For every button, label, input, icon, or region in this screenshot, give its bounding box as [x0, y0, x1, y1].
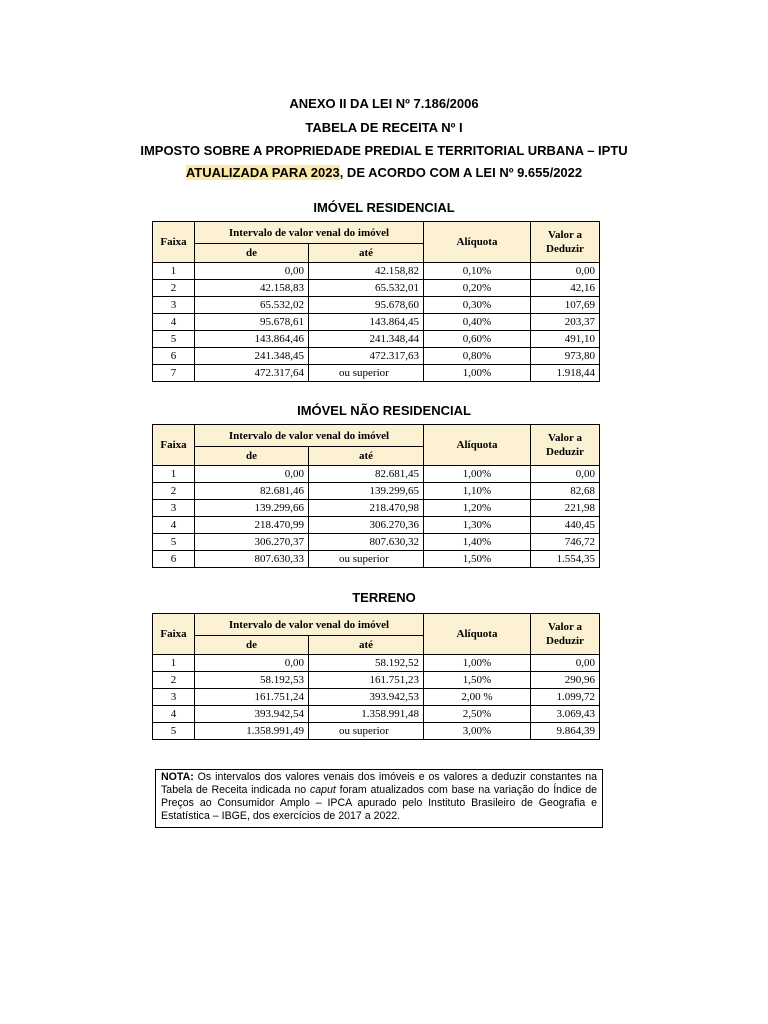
cell-ate: 95.678,60	[309, 297, 424, 314]
cell-ate: 218.470,98	[309, 500, 424, 517]
cell-aliquota: 1,00%	[424, 655, 531, 672]
table-residencial	[152, 221, 600, 382]
cell-aliquota: 0,60%	[424, 331, 531, 348]
cell-faixa: 3	[153, 689, 195, 706]
table-row	[153, 655, 600, 672]
cell-aliquota: 1,50%	[424, 551, 531, 568]
cell-de: 0,00	[195, 466, 309, 483]
table-terreno	[152, 613, 600, 740]
cell-aliquota: 2,00 %	[424, 689, 531, 706]
cell-de: 58.192,53	[195, 672, 309, 689]
cell-de: 82.681,46	[195, 483, 309, 500]
cell-deduzir: 746,72	[531, 534, 600, 551]
cell-deduzir: 42,16	[531, 280, 600, 297]
cell-deduzir: 107,69	[531, 297, 600, 314]
section-title-terreno: TERRENO	[352, 590, 416, 605]
cell-ate: ou superior	[309, 365, 424, 382]
cell-de: 1.358.991,49	[195, 723, 309, 740]
cell-de: 393.942,54	[195, 706, 309, 723]
cell-de: 472.317,64	[195, 365, 309, 382]
cell-ate: 65.532,01	[309, 280, 424, 297]
col-header-valor-deduzir	[531, 425, 600, 466]
table-row	[153, 297, 600, 314]
cell-faixa: 4	[153, 517, 195, 534]
tax-title: IMPOSTO SOBRE A PROPRIEDADE PREDIAL E TERRITORIAL URBANA – IPTU	[140, 143, 628, 158]
col-header-aliquota: Alíquota	[424, 425, 531, 466]
col-header-aliquota: Alíquota	[424, 222, 531, 263]
col-header-ate: até	[309, 244, 424, 263]
cell-faixa: 6	[153, 348, 195, 365]
cell-ate: 42.158,82	[309, 263, 424, 280]
table-row	[153, 263, 600, 280]
table-row	[153, 483, 600, 500]
update-highlight: ATUALIZADA PARA 2023	[185, 165, 340, 180]
cell-aliquota: 1,20%	[424, 500, 531, 517]
col-header-valor-deduzir	[531, 222, 600, 263]
cell-aliquota: 0,20%	[424, 280, 531, 297]
cell-deduzir: 203,37	[531, 314, 600, 331]
cell-ate: ou superior	[309, 723, 424, 740]
cell-ate: 241.348,44	[309, 331, 424, 348]
update-line	[0, 165, 768, 181]
cell-aliquota: 1,10%	[424, 483, 531, 500]
cell-faixa: 1	[153, 466, 195, 483]
table-row	[153, 365, 600, 382]
col-header-valor-line2: Deduzir	[546, 243, 584, 255]
cell-de: 139.299,66	[195, 500, 309, 517]
cell-faixa: 4	[153, 314, 195, 331]
cell-faixa: 5	[153, 331, 195, 348]
cell-faixa: 1	[153, 655, 195, 672]
col-header-valor-line1: Valor a	[548, 229, 582, 241]
cell-deduzir: 1.099,72	[531, 689, 600, 706]
cell-aliquota: 0,80%	[424, 348, 531, 365]
cell-ate: ou superior	[309, 551, 424, 568]
table-row	[153, 534, 600, 551]
col-header-valor-line1: Valor a	[548, 621, 582, 633]
cell-deduzir: 973,80	[531, 348, 600, 365]
cell-faixa: 2	[153, 280, 195, 297]
cell-faixa: 2	[153, 672, 195, 689]
cell-de: 161.751,24	[195, 689, 309, 706]
cell-de: 0,00	[195, 263, 309, 280]
col-header-valor-deduzir	[531, 614, 600, 655]
cell-deduzir: 0,00	[531, 263, 600, 280]
cell-de: 0,00	[195, 655, 309, 672]
annex-title: ANEXO II DA LEI Nº 7.186/2006	[289, 96, 479, 111]
table-row	[153, 348, 600, 365]
cell-faixa: 2	[153, 483, 195, 500]
cell-ate: 58.192,52	[309, 655, 424, 672]
note-box	[155, 769, 603, 828]
cell-aliquota: 1,30%	[424, 517, 531, 534]
table-row	[153, 280, 600, 297]
cell-ate: 143.864,45	[309, 314, 424, 331]
cell-faixa: 1	[153, 263, 195, 280]
cell-deduzir: 1.554,35	[531, 551, 600, 568]
note-text-italic: caput	[309, 784, 336, 796]
cell-deduzir: 0,00	[531, 655, 600, 672]
table-row	[153, 500, 600, 517]
col-header-de: de	[195, 244, 309, 263]
cell-deduzir: 440,45	[531, 517, 600, 534]
cell-faixa: 4	[153, 706, 195, 723]
cell-de: 95.678,61	[195, 314, 309, 331]
cell-faixa: 6	[153, 551, 195, 568]
col-header-valor-line2: Deduzir	[546, 446, 584, 458]
cell-ate: 161.751,23	[309, 672, 424, 689]
table-title: TABELA DE RECEITA Nº I	[305, 120, 463, 135]
cell-ate: 1.358.991,48	[309, 706, 424, 723]
section-title-residencial: IMÓVEL RESIDENCIAL	[313, 200, 455, 215]
cell-faixa: 3	[153, 297, 195, 314]
cell-faixa: 3	[153, 500, 195, 517]
table-row	[153, 466, 600, 483]
cell-de: 143.864,46	[195, 331, 309, 348]
cell-de: 218.470,99	[195, 517, 309, 534]
col-header-aliquota: Alíquota	[424, 614, 531, 655]
cell-aliquota: 3,00%	[424, 723, 531, 740]
cell-ate: 472.317,63	[309, 348, 424, 365]
table-row	[153, 331, 600, 348]
cell-faixa: 5	[153, 534, 195, 551]
cell-aliquota: 1,00%	[424, 466, 531, 483]
cell-ate: 139.299,65	[309, 483, 424, 500]
col-header-faixa: Faixa	[153, 425, 195, 466]
cell-deduzir: 221,98	[531, 500, 600, 517]
cell-aliquota: 0,10%	[424, 263, 531, 280]
note-text-1: Os intervalos dos valores venais dos imóveis e os valores a deduzir constantes na Tabela de Receita indicada no	[161, 771, 597, 796]
cell-faixa: 5	[153, 723, 195, 740]
cell-deduzir: 3.069,43	[531, 706, 600, 723]
cell-aliquota: 1,50%	[424, 672, 531, 689]
cell-aliquota: 1,00%	[424, 365, 531, 382]
cell-de: 306.270,37	[195, 534, 309, 551]
col-header-interval: Intervalo de valor venal do imóvel	[195, 425, 424, 447]
cell-aliquota: 0,30%	[424, 297, 531, 314]
update-law: , DE ACORDO COM A LEI Nº 9.655/2022	[339, 165, 583, 180]
cell-deduzir: 0,00	[531, 466, 600, 483]
cell-deduzir: 290,96	[531, 672, 600, 689]
cell-ate: 393.942,53	[309, 689, 424, 706]
col-header-de: de	[195, 636, 309, 655]
cell-deduzir: 491,10	[531, 331, 600, 348]
col-header-faixa: Faixa	[153, 222, 195, 263]
table-row	[153, 689, 600, 706]
table-row	[153, 314, 600, 331]
col-header-interval: Intervalo de valor venal do imóvel	[195, 222, 424, 244]
col-header-ate: até	[309, 447, 424, 466]
cell-deduzir: 1.918,44	[531, 365, 600, 382]
col-header-ate: até	[309, 636, 424, 655]
note-text-2: foram atualizados com base na variação do Índice de Preços ao Consumidor Amplo – IPCA apurado pelo Instituto Brasileiro de Geografia e Estatística – IBGE, dos exercícios de 2017 a 2022.	[161, 784, 597, 822]
col-header-de: de	[195, 447, 309, 466]
table-row	[153, 672, 600, 689]
table-row	[153, 517, 600, 534]
cell-de: 241.348,45	[195, 348, 309, 365]
table-row	[153, 723, 600, 740]
cell-de: 42.158,83	[195, 280, 309, 297]
cell-de: 65.532,02	[195, 297, 309, 314]
col-header-faixa: Faixa	[153, 614, 195, 655]
cell-aliquota: 0,40%	[424, 314, 531, 331]
cell-deduzir: 82,68	[531, 483, 600, 500]
table-row	[153, 551, 600, 568]
cell-deduzir: 9.864,39	[531, 723, 600, 740]
cell-ate: 306.270,36	[309, 517, 424, 534]
cell-de: 807.630,33	[195, 551, 309, 568]
note-label: NOTA:	[161, 771, 194, 783]
table-nao-residencial	[152, 424, 600, 568]
table-row	[153, 706, 600, 723]
col-header-valor-line2: Deduzir	[546, 635, 584, 647]
cell-ate: 82.681,45	[309, 466, 424, 483]
col-header-interval: Intervalo de valor venal do imóvel	[195, 614, 424, 636]
cell-aliquota: 1,40%	[424, 534, 531, 551]
col-header-valor-line1: Valor a	[548, 432, 582, 444]
cell-ate: 807.630,32	[309, 534, 424, 551]
section-title-nao-residencial: IMÓVEL NÃO RESIDENCIAL	[297, 403, 471, 418]
cell-faixa: 7	[153, 365, 195, 382]
cell-aliquota: 2,50%	[424, 706, 531, 723]
